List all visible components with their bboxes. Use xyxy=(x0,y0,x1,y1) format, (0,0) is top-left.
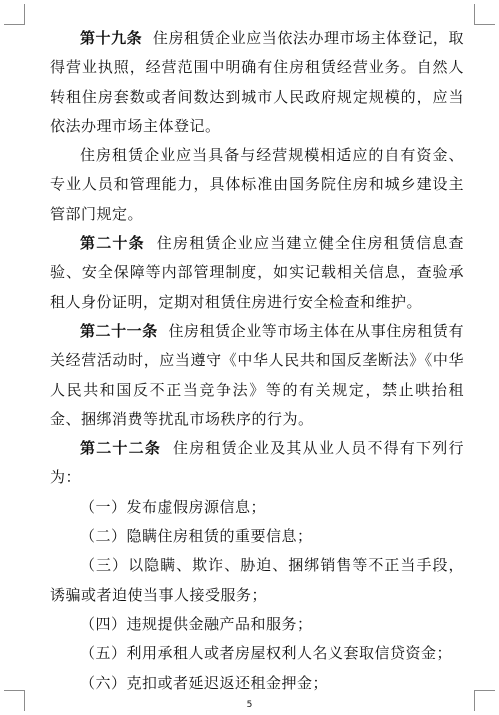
paragraph-text: 住房租赁企业等市场主体在从事住房租赁有关经营活动时，应当遵守《中华人民共和国反垄断法》《中华人民共和国反不正当竞争法》等的有关规定，禁止哄抬租金、捆绑消费等扰乱市场秩序的行为。 xyxy=(50,321,464,428)
list-item-6 xyxy=(50,669,464,698)
list-item-2 xyxy=(50,522,464,551)
document-body xyxy=(50,24,464,698)
article-heading: 第二十条 xyxy=(80,234,145,253)
paragraph-text: 住房租赁企业应当建立健全住房租赁信息查验、安全保障等内部管理制度，如实记载相关信息，查验承租人身份证明，定期对租赁住房进行安全检查和维护。 xyxy=(50,234,464,311)
article-20-paragraph xyxy=(50,229,464,317)
list-item-4 xyxy=(50,610,464,639)
article-19-paragraph-2 xyxy=(50,141,464,229)
list-item-text: （五）利用承租人或者房屋权利人名义套取信贷资金； xyxy=(80,644,453,663)
list-item-text: （一）发布虚假房源信息； xyxy=(80,497,267,516)
list-item-5 xyxy=(50,639,464,668)
article-heading: 第二十二条 xyxy=(80,439,162,458)
list-item-3 xyxy=(50,551,464,610)
article-heading: 第二十一条 xyxy=(80,321,158,340)
paragraph-text: 住房租赁企业应当依法办理市场主体登记，取得营业执照，经营范围中明确有住房租赁经营业务。自然人转租住房套数或者间数达到城市人民政府规定规模的，应当依法办理市场主体登记。 xyxy=(50,29,464,135)
list-item-text: （四）违规提供金融产品和服务； xyxy=(80,614,313,633)
crop-mark-top-left xyxy=(4,4,25,25)
page-number: 5 xyxy=(246,700,253,710)
list-item-text: （二）隐瞒住房租赁的重要信息； xyxy=(80,527,313,546)
article-22-paragraph xyxy=(50,434,464,493)
list-item-text: （三）以隐瞒、欺诈、胁迫、捆绑销售等不正当手段，诱骗或者迫使当事人接受服务； xyxy=(50,556,464,604)
paragraph-text: 住房租赁企业应当具备与经营规模相适应的自有资金、专业人员和管理能力，具体标准由国务院住房和城乡建设主管部门规定。 xyxy=(50,146,464,223)
article-21-paragraph xyxy=(50,317,464,434)
list-item-text: （六）克扣或者延迟返还租金押金； xyxy=(80,673,329,692)
article-19-paragraph xyxy=(50,24,464,141)
article-heading: 第十九条 xyxy=(80,29,143,47)
crop-mark-top-right xyxy=(474,4,495,25)
list-item-1 xyxy=(50,493,464,522)
paragraph-text: 住房租赁企业及其从业人员不得有下列行为： xyxy=(50,439,464,487)
